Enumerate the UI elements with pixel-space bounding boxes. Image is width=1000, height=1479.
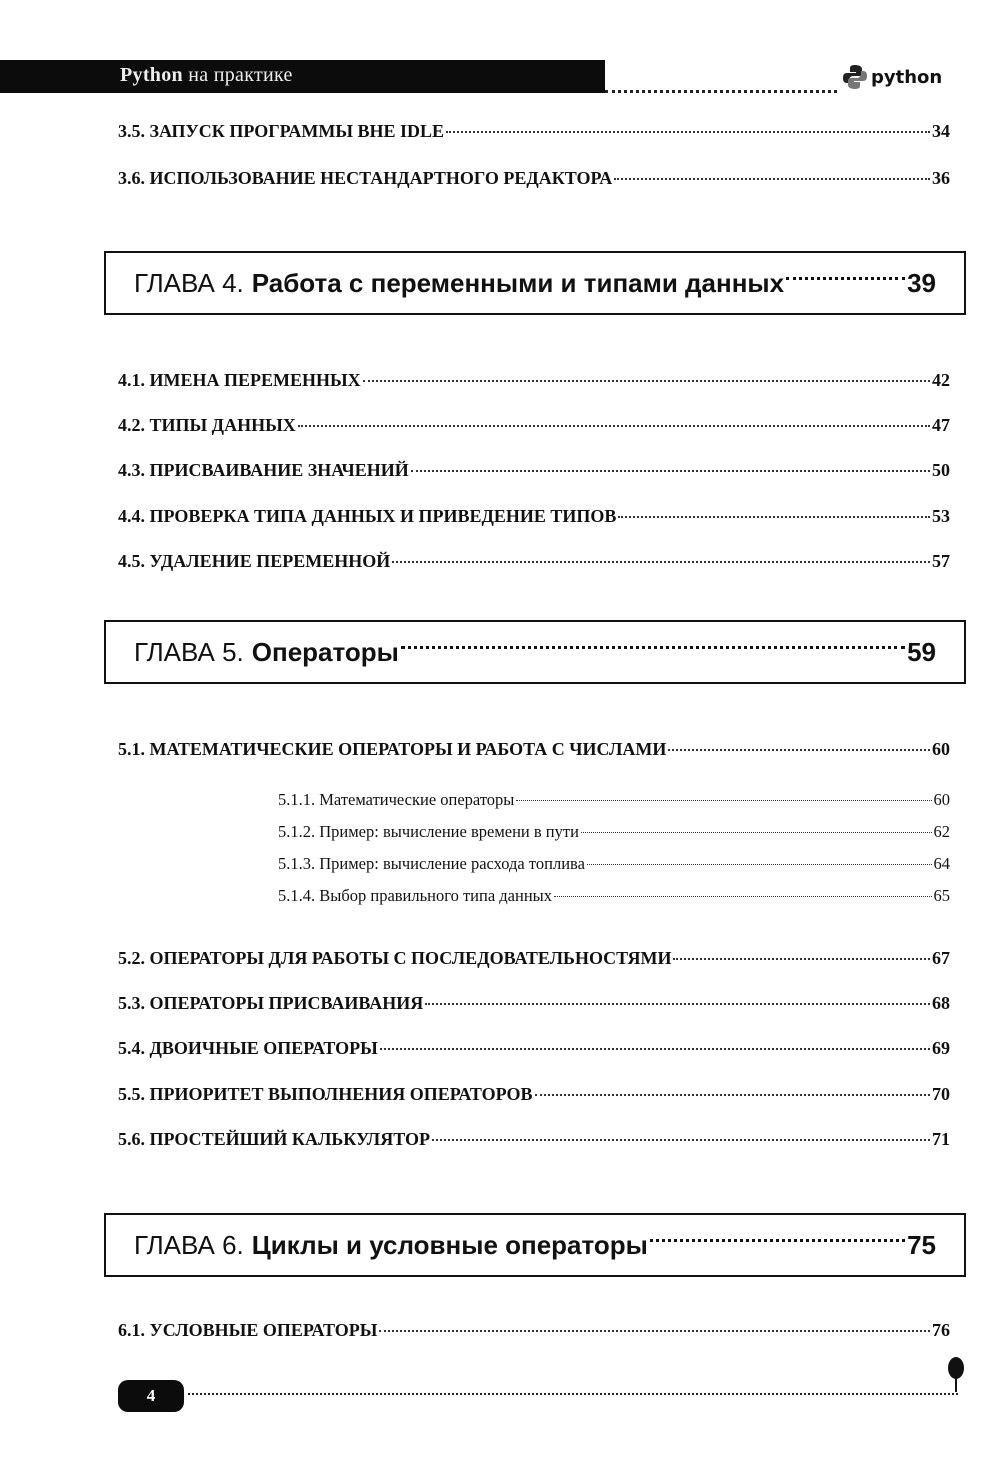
dot-leader (380, 1048, 930, 1050)
entry-page: 70 (932, 1084, 950, 1104)
chapter-title: Работа с переменными и типами данных (251, 267, 785, 298)
dot-leader (363, 380, 930, 382)
footer-dotted-rule (188, 1393, 958, 1395)
pin-stem (955, 1378, 957, 1392)
chapter-page: 59 (907, 636, 936, 667)
toc-section-entry (118, 121, 950, 142)
entry-page: 36 (932, 168, 950, 188)
toc-section-entry (118, 739, 950, 760)
dot-leader (581, 832, 932, 833)
entry-title: 4.2. ТИПЫ ДАННЫХ (118, 415, 296, 435)
header-bar (0, 60, 605, 93)
dot-leader (298, 425, 930, 427)
dot-leader (379, 1330, 930, 1332)
toc-subsection-entry (278, 886, 950, 906)
dot-leader (425, 1003, 930, 1005)
entry-title: 4.4. ПРОВЕРКА ТИПА ДАННЫХ И ПРИВЕДЕНИЕ ТИПОВ (118, 506, 617, 526)
header-title-bold: Python (120, 64, 183, 86)
entry-title: 5.5. ПРИОРИТЕТ ВЫПОЛНЕНИЯ ОПЕРАТОРОВ (118, 1084, 533, 1104)
dot-leader (535, 1094, 930, 1096)
chapter-number: ГЛАВА 5. (134, 636, 244, 667)
dot-leader (650, 1239, 905, 1242)
entry-title: 5.1.3. Пример: вычисление расхода топлива (278, 854, 585, 873)
toc-section-entry (118, 993, 950, 1014)
entry-title: 5.1.2. Пример: вычисление времени в пути (278, 822, 579, 841)
entry-page: 60 (932, 739, 950, 759)
dot-leader (432, 1139, 930, 1141)
pin-icon (948, 1357, 964, 1379)
dot-leader (614, 178, 930, 180)
dot-leader (587, 864, 932, 865)
dot-leader (401, 646, 905, 649)
dot-leader (516, 800, 931, 801)
toc-section-entry (118, 1129, 950, 1150)
chapter-page: 39 (907, 267, 936, 298)
entry-title: 4.1. ИМЕНА ПЕРЕМЕННЫХ (118, 370, 361, 390)
dot-leader (668, 749, 930, 751)
toc-subsection-entry (278, 790, 950, 810)
entry-title: 5.6. ПРОСТЕЙШИЙ КАЛЬКУЛЯТОР (118, 1129, 430, 1149)
entry-title: 4.5. УДАЛЕНИЕ ПЕРЕМЕННОЙ (118, 551, 391, 571)
chapter-number: ГЛАВА 6. (134, 1229, 244, 1260)
entry-title: 5.1.1. Математические операторы (278, 790, 515, 809)
chapter-heading-box (104, 251, 966, 315)
toc-subsection-entry (278, 854, 950, 874)
entry-title: 5.1.4. Выбор правильного типа данных (278, 886, 552, 905)
toc-section-entry (118, 1320, 950, 1341)
entry-page: 64 (933, 854, 950, 873)
python-snake-icon (843, 64, 867, 90)
dot-leader (673, 958, 930, 960)
toc-section-entry (118, 506, 950, 527)
entry-title: 5.4. ДВОИЧНЫЕ ОПЕРАТОРЫ (118, 1038, 378, 1058)
entry-page: 68 (932, 993, 950, 1013)
entry-page: 65 (933, 886, 950, 905)
chapter-number: ГЛАВА 4. (134, 267, 244, 298)
entry-title: 3.5. ЗАПУСК ПРОГРАММЫ ВНЕ IDLE (118, 121, 445, 141)
entry-title: 5.2. ОПЕРАТОРЫ ДЛЯ РАБОТЫ С ПОСЛЕДОВАТЕЛЬНОСТЯМИ (118, 948, 672, 968)
dot-leader (786, 277, 905, 280)
entry-page: 57 (932, 551, 950, 571)
chapter-page: 75 (907, 1229, 936, 1260)
toc-section-entry (118, 551, 950, 572)
entry-page: 53 (932, 506, 950, 526)
chapter-title: Операторы (251, 636, 399, 667)
toc-section-entry (118, 1084, 950, 1105)
entry-page: 62 (933, 822, 950, 841)
entry-page: 34 (932, 121, 950, 141)
dot-leader (446, 131, 930, 133)
entry-page: 50 (932, 460, 950, 480)
entry-page: 71 (932, 1129, 950, 1149)
entry-title: 3.6. ИСПОЛЬЗОВАНИЕ НЕСТАНДАРТНОГО РЕДАКТОРА (118, 168, 613, 188)
dot-leader (411, 470, 930, 472)
entry-page: 60 (933, 790, 950, 809)
logo-text: python (871, 66, 943, 88)
toc-section-entry (118, 1038, 950, 1059)
header-dotted-rule (605, 90, 837, 93)
dot-leader (554, 896, 932, 897)
entry-page: 76 (932, 1320, 950, 1340)
toc-section-entry (118, 948, 950, 969)
toc-section-entry (118, 168, 950, 189)
entry-page: 47 (932, 415, 950, 435)
toc-section-entry (118, 370, 950, 391)
page-number-badge (118, 1380, 184, 1412)
chapter-title: Циклы и условные операторы (251, 1229, 648, 1260)
entry-title: 4.3. ПРИСВАИВАНИЕ ЗНАЧЕНИЙ (118, 460, 409, 480)
running-header (120, 64, 293, 87)
toc-subsection-entry (278, 822, 950, 842)
dot-leader (392, 561, 930, 563)
python-logo (843, 64, 942, 90)
entry-title: 5.1. МАТЕМАТИЧЕСКИЕ ОПЕРАТОРЫ И РАБОТА С ЧИСЛАМИ (118, 739, 667, 759)
toc-section-entry (118, 460, 950, 481)
entry-page: 69 (932, 1038, 950, 1058)
entry-title: 6.1. УСЛОВНЫЕ ОПЕРАТОРЫ (118, 1320, 378, 1340)
entry-page: 42 (932, 370, 950, 390)
page-number: 4 (146, 1386, 156, 1405)
entry-page: 67 (932, 948, 950, 968)
header-title-rest: на практике (182, 64, 293, 86)
chapter-heading-box (104, 1213, 966, 1277)
entry-title: 5.3. ОПЕРАТОРЫ ПРИСВАИВАНИЯ (118, 993, 424, 1013)
dot-leader (618, 516, 930, 518)
toc-section-entry (118, 415, 950, 436)
chapter-heading-box (104, 620, 966, 684)
